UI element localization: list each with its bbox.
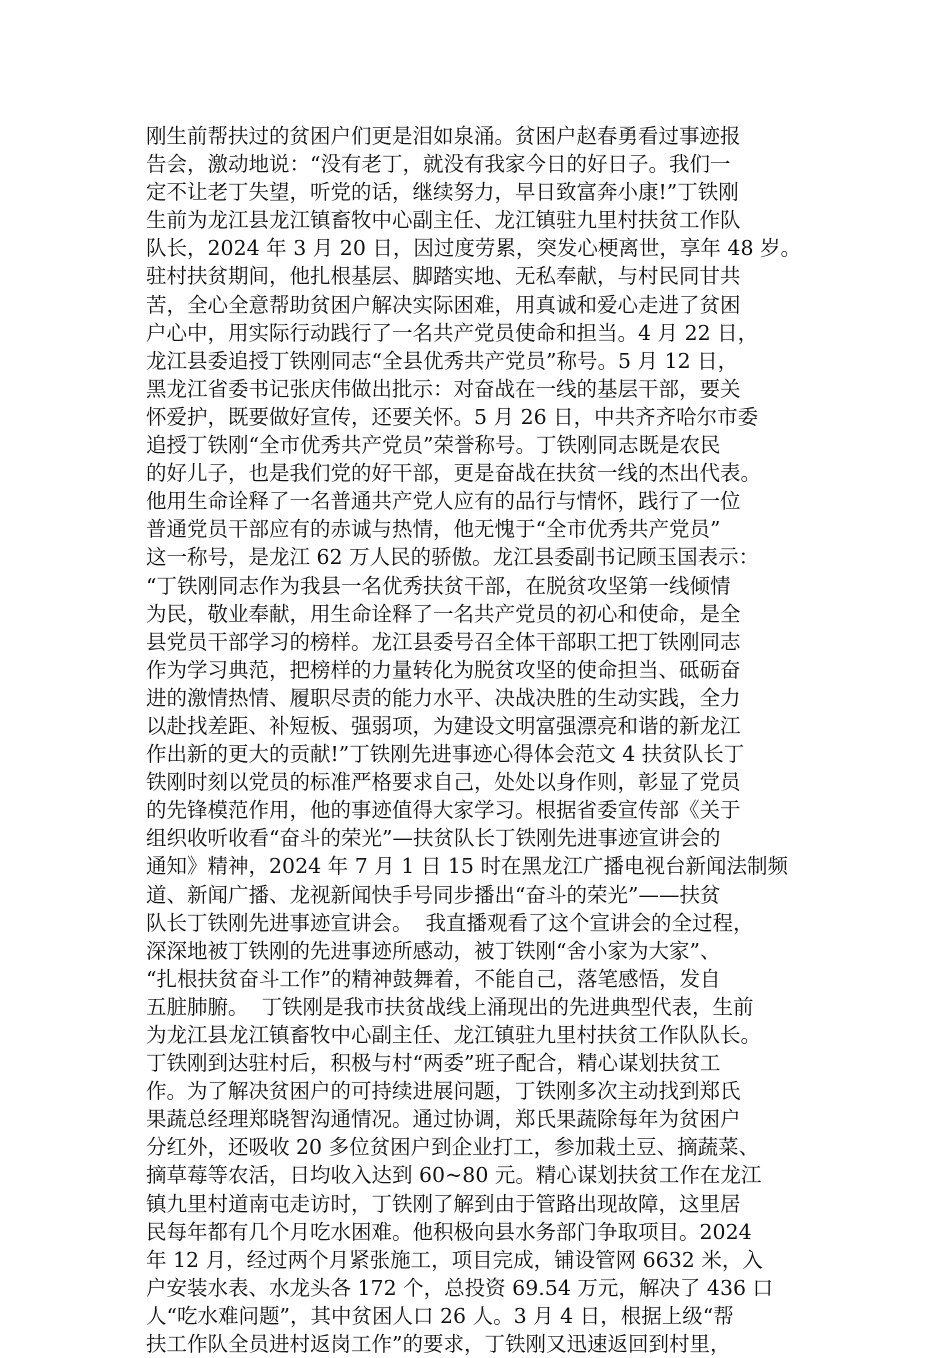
- text-line: “丁铁刚同志作为我县一名优秀扶贫干部，在脱贫攻坚第一线倾情: [146, 573, 731, 598]
- text-line: 告会，激动地说：“没有老丁，就没有我家今日的好日子。我们一: [146, 152, 731, 177]
- text-line: “扎根扶贫奋斗工作”的精神鼓舞着，不能自己，落笔感悟，发自: [146, 966, 721, 991]
- text-line: 镇九里村道南屯走访时，丁铁刚了解到由于管路出现故障，这里居: [146, 1191, 741, 1216]
- text-line: 刚生前帮扶过的贫困户们更是泪如泉涌。贫困户赵春勇看过事迹报: [146, 124, 741, 148]
- text-line: 进的激情热情、履职尽责的能力水平、决战决胜的生动实践，全力: [146, 685, 741, 710]
- text-line: 组织收听收看“奋斗的荣光”—扶贫队长丁铁刚先进事迹宣讲会的: [146, 826, 721, 851]
- text-line: 黑龙江省委书记张庆伟做出批示：对奋战在一线的基层干部，要关: [146, 376, 741, 401]
- text-line: 年 12 月，经过两个月紧张施工，项目完成，铺设管网 6632 米，入: [146, 1247, 763, 1272]
- text-line: 队长，2024 年 3 月 20 日，因过度劳累，突发心梗离世，享年 48 岁。: [146, 236, 801, 261]
- text-line: 追授丁铁刚“全市优秀共产党员”荣誉称号。丁铁刚同志既是农民: [146, 433, 721, 458]
- text-line: 这一称号，是龙江 62 万人民的骄傲。龙江县委副书记顾玉国表示：: [146, 545, 760, 570]
- text-line: 户安装水表、水龙头各 172 个，总投资 69.54 万元，解决了 436 口: [146, 1275, 774, 1300]
- text-line: 怀爱护，既要做好宣传，还要关怀。5 月 26 日，中共齐齐哈尔市委: [146, 404, 759, 429]
- text-line: 定不让老丁失望，听党的话，继续努力，早日致富奔小康!”丁铁刚: [146, 180, 739, 205]
- text-line: 普通党员干部应有的赤诚与热情，他无愧于“全市优秀共产党员”: [146, 517, 721, 542]
- text-line: 以赴找差距、补短板、强弱项，为建设文明富强漂亮和谐的新龙江: [146, 713, 741, 738]
- text-line: 县党员干部学习的榜样。龙江县委号召全体干部职工把丁铁刚同志: [146, 629, 741, 654]
- text-line: 五脏肺腑。 丁铁刚是我市扶贫战线上涌现出的先进典型代表，生前: [146, 994, 754, 1019]
- text-line: 道、新闻广播、龙视新闻快手号同步播出“奋斗的荣光”——扶贫: [146, 882, 721, 907]
- text-line: 果蔬总经理郑晓智沟通情况。通过协调，郑氏果蔬除每年为贫困户: [146, 1107, 741, 1132]
- text-line: 驻村扶贫期间，他扎根基层、脚踏实地、无私奉献，与村民同甘共: [146, 264, 741, 289]
- text-line: 为民，敬业奉献，用生命诠释了一名共产党员的初心和使命，是全: [146, 601, 741, 626]
- text-line: 生前为龙江县龙江镇畜牧中心副主任、龙江镇驻九里村扶贫工作队: [146, 208, 741, 233]
- text-line: 扶工作队全员进村返岗工作”的要求，丁铁刚又迅速返回到村里，: [146, 1332, 731, 1357]
- text-line: 为龙江县龙江镇畜牧中心副主任、龙江镇驻九里村扶贫工作队队长。: [146, 1023, 761, 1047]
- text-line: 分红外，还吸收 20 多位贫困户到企业打工，参加栽土豆、摘蔬菜、: [146, 1135, 760, 1160]
- text-line: 作出新的更大的贡献!”丁铁刚先进事迹心得体会范文 4 扶贫队长丁: [146, 742, 745, 767]
- text-line: 摘草莓等农活，日均收入达到 60~80 元。精心谋划扶贫工作在龙江: [146, 1163, 762, 1188]
- text-line: 深深地被丁铁刚的先进事迹所感动，被丁铁刚“舍小家为大家”、: [146, 938, 721, 963]
- text-line: 丁铁刚到达驻村后，积极与村“两委”班子配合，精心谋划扶贫工: [146, 1051, 721, 1076]
- text-line: 人“吃水难问题”，其中贫困人口 26 人。3 月 4 日，根据上级“帮: [146, 1303, 734, 1328]
- text-line: 的好儿子，也是我们党的好干部，更是奋战在扶贫一线的杰出代表。: [146, 461, 761, 486]
- text-line: 户心中，用实际行动践行了一名共产党员使命和担当。4 月 22 日，: [146, 320, 759, 345]
- text-line: 的先锋模范作用，他的事迹值得大家学习。根据省委宣传部《关于: [146, 798, 741, 823]
- text-line: 队长丁铁刚先进事迹宣讲会。 我直播观看了这个宣讲会的全过程，: [146, 910, 754, 935]
- text-line: 通知》精神，2024 年 7 月 1 日 15 时在黑龙江广播电视台新闻法制频: [146, 854, 788, 879]
- text-line: 铁刚时刻以党员的标准严格要求自己，处处以身作则，彰显了党员: [146, 770, 741, 795]
- text-line: 作为学习典范，把榜样的力量转化为脱贫攻坚的使命担当、砥砺奋: [146, 657, 741, 682]
- text-line: 他用生命诠释了一名普通共产党人应有的品行与情怀，践行了一位: [146, 489, 741, 514]
- body-text: [146, 122, 826, 1358]
- text-line: 民每年都有几个月吃水困难。他积极向县水务部门争取项目。2024: [146, 1219, 752, 1244]
- text-line: 作。为了解决贫困户的可持续进展问题，丁铁刚多次主动找到郑氏: [146, 1079, 741, 1104]
- text-line: 龙江县委追授丁铁刚同志“全县优秀共产党员”称号。5 月 12 日，: [146, 348, 739, 373]
- text-line: 苦，全心全意帮助贫困户解决实际困难，用真诚和爱心走进了贫困: [146, 292, 741, 317]
